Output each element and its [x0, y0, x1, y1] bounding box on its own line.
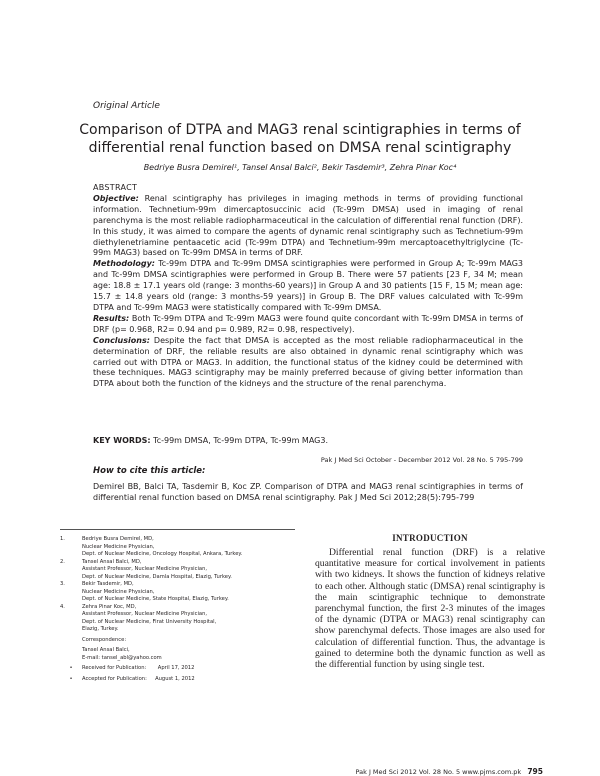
- affiliation-line: Assistant Professor, Nuclear Medicine Physician,: [82, 566, 208, 572]
- affiliation-line: Tansel Ansal Balci, MD,: [82, 558, 142, 565]
- abstract-heading: ABSTRACT: [93, 183, 138, 192]
- objective-text: Renal scintigraphy has privileges in imaging methods in terms of providing functional information. Technetium-99m dimercaptosuccinic acid (Tc-99m DMSA) used in imaging of renal parenchyma is the most reliable radiopharmaceutical in the calculation of differential renal function (DRF). In this study, it was aimed to compare the agents of dynamic renal scintigraphy such as Technetium-99m diethylenetriamine pentaacetic acid (Tc-99m DTPA) and Technetium-99m mercaptoacethyltriglycine (Tc-99m MAG3) based on Tc-99m DMSA in terms of DRF.: [93, 193, 523, 258]
- affiliation-line: Nuclear Medicine Physician,: [82, 588, 155, 595]
- correspondence-label: Correspondence:: [82, 636, 127, 643]
- bullet-icon: •: [69, 665, 73, 671]
- affiliation-number: 4.: [60, 603, 65, 610]
- title-line-1: Comparison of DTPA and MAG3 renal scintigraphies in terms of: [79, 122, 521, 138]
- conclusions-text: Despite the fact that DMSA is accepted as the most reliable radiopharmaceutical in the determination of DRF, the reliable results are also obtained in dynamic renal scintigraphy which was carried out with DTPA or MAG3. In addition, the functional status of the kidney could be determined with these techniques. MAG3 scintigraphy may be mainly preferred because of giving better information than DTPA about both the function of the kidneys and the structure of the renal parenchyma.: [93, 335, 523, 389]
- affiliation-line: Dept. of Nuclear Medicine, Firat University Hospital,: [82, 618, 217, 625]
- objective-label: Objective:: [93, 193, 139, 203]
- methodology-label: Methodology:: [93, 259, 156, 269]
- received-label: Received for Publication:: [82, 665, 147, 671]
- article-title: [60, 121, 540, 157]
- affiliation-number: 3.: [60, 581, 65, 587]
- affiliation-line: Dept. of Nuclear Medicine, Oncology Hospital, Ankara, Turkey.: [82, 551, 243, 557]
- affiliation-line: Dept. of Nuclear Medicine, State Hospital, Elazig, Turkey.: [82, 596, 229, 602]
- introduction-paragraph: Differential renal function (DRF) is a relative quantitative measure for cortical involvement in patients with two kidneys. It shows the function of kidneys relative to each other. Although static (DMSA) renal scintigraphy is the main scintigraphic technique to demonstrate parenchymal function, the first 2-3 minutes of the images of the dynamic (DTPA or MAG3) renal scintigraphy can show parenchymal defects. Those images are also used for calculation of differential function. Thus, the advantage is gained to determine both the dynamic function as well as the differential function by using single test.: [315, 547, 545, 671]
- citation-text: Demirel BB, Balci TA, Tasdemir B, Koc ZP. Comparison of DTPA and MAG3 renal scintigraphies in terms of differential renal function based on DMSA renal scintigraphy. Pak J Med Sci 2012;28(5):795-799: [93, 482, 523, 502]
- page-number: 795: [527, 767, 543, 776]
- accepted-date-row: [60, 676, 300, 684]
- received-date-row: [60, 665, 300, 673]
- footnote-divider: [60, 529, 295, 530]
- correspondence-email: E-mail: tansel_abl@yahoo.com: [82, 654, 162, 661]
- abstract: [93, 183, 523, 390]
- bullet-icon: •: [69, 675, 73, 682]
- affiliation-number: 1.: [60, 536, 65, 542]
- affiliation-line: Bekir Tasdemir, MD,: [82, 581, 134, 587]
- abstract-methodology: [93, 259, 523, 314]
- correspondence-name: Tansel Ansal Balci,: [82, 647, 130, 653]
- journal-reference: Pak J Med Sci October - December 2012 Vol. 28 No. 5 795-799: [320, 456, 523, 464]
- keywords-text: Tc-99m DMSA, Tc-99m DTPA, Tc-99m MAG3.: [150, 436, 328, 445]
- abstract-objective: [93, 194, 523, 259]
- affiliation-number: 2.: [60, 558, 65, 565]
- abstract-conclusions: [93, 336, 523, 391]
- introduction-heading: INTRODUCTION: [392, 533, 468, 543]
- footer-journal: Pak J Med Sci 2012 Vol. 28 No. 5 www.pjms.com.pk: [355, 768, 522, 776]
- abstract-results: [93, 314, 523, 336]
- author-list: Bedriye Busra Demirel¹, Tansel Ansal Balci², Bekir Tasdemir³, Zehra Pinar Koc⁴: [143, 163, 457, 172]
- affiliation-line: Elazig, Turkey.: [82, 626, 119, 632]
- affiliation-line: Dept. of Nuclear Medicine, Damla Hospital, Elazig, Turkey.: [82, 573, 232, 580]
- affiliation-2: [60, 559, 300, 582]
- results-text: Both Tc-99m DTPA and Tc-99m MAG3 were found quite concordant with Tc-99m DMSA in terms of DRF (p= 0.968, R2= 0.94 and p= 0.989, R2= 0.98, respectively).: [93, 313, 523, 334]
- keywords: [93, 436, 523, 445]
- article-type: Original Article: [93, 101, 160, 111]
- methodology-text: Tc-99m DTPA and Tc-99m DMSA scintigraphies were performed in Group A; Tc-99m MAG3 and Tc-99m DMSA scintigraphies were performed in Group B. There were 57 patients [23 F, 34 M; mean age: 18.8 ± 17.1 years old (range: 3 months-60 years)] in Group A and 30 patients [15 F, 15 M; mean age: 15.7 ± 14.8 years old (range: 3 months-59 years)] in Group B. The DRF values calculated with Tc-99m DTPA and Tc-99m MAG3 were statistically compared with Tc-99m DMSA.: [93, 259, 523, 312]
- affiliation-1: [60, 536, 300, 559]
- conclusions-label: Conclusions:: [93, 335, 150, 345]
- affiliations: [60, 536, 300, 683]
- results-label: Results:: [93, 313, 130, 323]
- how-to-cite-heading: How to cite this article:: [93, 466, 206, 476]
- page-footer: [300, 767, 543, 776]
- keywords-label: KEY WORDS:: [93, 436, 151, 445]
- affiliation-line: Assistant Professor, Nuclear Medicine Physician,: [82, 611, 208, 617]
- affiliation-line: Zehra Pinar Koc, MD,: [82, 603, 137, 610]
- affiliation-line: Nuclear Medicine Physician,: [82, 543, 155, 550]
- affiliation-line: Bedriye Busra Demirel, MD,: [82, 536, 154, 542]
- received-date: April 17, 2012: [157, 665, 195, 671]
- accepted-date: August 1, 2012: [155, 675, 195, 682]
- title-line-2: differential renal function based on DMSA renal scintigraphy: [88, 140, 512, 156]
- correspondence: [60, 637, 300, 663]
- affiliation-3: [60, 581, 300, 604]
- accepted-label: Accepted for Publication:: [82, 675, 147, 682]
- affiliation-4: [60, 604, 300, 634]
